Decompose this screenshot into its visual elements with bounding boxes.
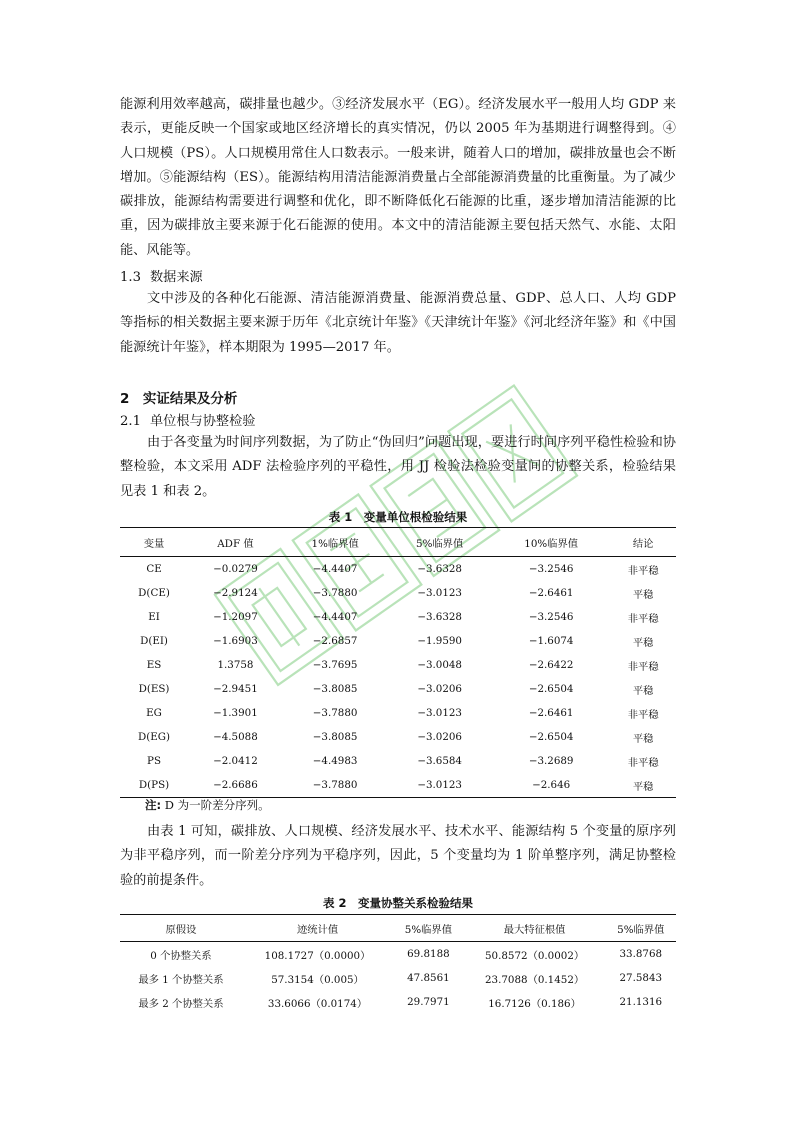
table-cell: −3.2546 bbox=[528, 611, 574, 623]
table-header-cell: 1%临界值 bbox=[311, 537, 359, 550]
table-cell: 0 个协整关系 bbox=[150, 949, 212, 962]
table-row bbox=[120, 605, 676, 629]
table-cell: CE bbox=[146, 563, 162, 575]
section-heading-2-1 bbox=[120, 410, 256, 429]
table-cell: −3.6328 bbox=[417, 563, 462, 575]
table-cell: 非平稳 bbox=[627, 660, 659, 673]
table-row bbox=[120, 725, 676, 749]
table-cell: 33.8768 bbox=[619, 948, 663, 960]
table-cell: −3.0123 bbox=[417, 779, 462, 791]
table-cell: 16.7126（0.186） bbox=[488, 997, 581, 1010]
table-row bbox=[120, 749, 676, 773]
table-cell: −2.9124 bbox=[213, 587, 258, 599]
table-cell: −3.8085 bbox=[312, 683, 358, 695]
section-heading-2: 2 实证结果及分析 bbox=[120, 391, 238, 407]
table-cell: 平稳 bbox=[632, 588, 654, 601]
table-cell: −3.2546 bbox=[528, 563, 574, 575]
table-cell: −2.6422 bbox=[528, 659, 574, 671]
table-cell: 平稳 bbox=[632, 732, 654, 745]
table-cell: 29.7971 bbox=[407, 996, 450, 1008]
table-cell: PS bbox=[147, 755, 161, 767]
table-header-cell: 变量 bbox=[143, 537, 165, 550]
table-row bbox=[120, 773, 676, 798]
table-cell: 1.3758 bbox=[217, 659, 254, 671]
body-paragraph-4: 由表 1 可知，碳排放、人口规模、经济发展水平、技术水平、能源结构 5 个变量的原序列为非平稳序列，而一阶差分序列为平稳序列，因此，5 个变量均为 1 阶单整序列，满足协整检验的前提条件。 bbox=[120, 824, 676, 888]
table-cell: 69.8188 bbox=[407, 948, 450, 960]
table-cell: ES bbox=[146, 659, 162, 671]
table-cell: −0.0279 bbox=[213, 563, 258, 575]
table-row bbox=[120, 557, 676, 582]
table-cell: 非平稳 bbox=[627, 612, 659, 625]
table-cell: D(EG) bbox=[137, 731, 171, 743]
table1-caption: 表 1 变量单位根检验结果 bbox=[328, 510, 468, 524]
table-cell: −2.6686 bbox=[213, 779, 258, 791]
table-cell: EI bbox=[148, 611, 160, 623]
table-row bbox=[120, 966, 676, 990]
section-number: 2.1 bbox=[120, 414, 141, 429]
note-label: 注: bbox=[145, 798, 162, 812]
table-cell: −2.0412 bbox=[213, 755, 258, 767]
table-cell: −3.8085 bbox=[312, 731, 358, 743]
table-row bbox=[120, 653, 676, 677]
table-cell: −1.3901 bbox=[213, 707, 258, 719]
table-cell: −3.6328 bbox=[417, 611, 462, 623]
table-cell: 平稳 bbox=[632, 684, 654, 697]
table-cell: 23.7088（0.1452） bbox=[484, 973, 585, 986]
table-cell: −2.6461 bbox=[528, 587, 574, 599]
table-row bbox=[120, 990, 676, 1014]
table-header-cell: 5%临界值 bbox=[404, 923, 453, 936]
table-header-cell: 5%临界值 bbox=[416, 537, 464, 550]
table-header-cell: 5%临界值 bbox=[617, 923, 665, 936]
table-row bbox=[120, 701, 676, 725]
table-cell: −3.0206 bbox=[417, 683, 462, 695]
table-header-cell: 原假设 bbox=[165, 923, 197, 936]
table-cell: D(EI) bbox=[140, 635, 168, 647]
table-row bbox=[120, 942, 676, 967]
table-cell: −3.7880 bbox=[312, 707, 358, 719]
note-text: D 为一阶差分序列。 bbox=[161, 798, 270, 812]
table-cell: −1.6903 bbox=[213, 635, 258, 647]
table-cell: 27.5843 bbox=[619, 972, 663, 984]
table-cell: −3.0123 bbox=[417, 707, 462, 719]
table-cell: 50.8572（0.0002） bbox=[484, 949, 585, 962]
table1-note bbox=[145, 797, 270, 813]
table-row bbox=[120, 629, 676, 653]
table-cell: −3.0048 bbox=[417, 659, 462, 671]
table-cell: −1.6074 bbox=[528, 635, 574, 647]
table-cell: 33.6066（0.0174） bbox=[267, 997, 368, 1010]
table-cell: −1.2097 bbox=[213, 611, 258, 623]
body-paragraph-2: 文中涉及的各种化石能源、清洁能源消费量、能源消费总量、GDP、总人口、人均 GDP 等指标的相关数据主要来源于历年《北京统计年鉴》《天津统计年鉴》《河北经济年鉴》和《中国能源统计年鉴》，样本期限为 1995—2017 年。 bbox=[120, 291, 676, 355]
table-cell: −3.7880 bbox=[312, 587, 358, 599]
table-cell: 108.1727（0.0000） bbox=[264, 949, 371, 962]
table-cell: −4.5088 bbox=[213, 731, 258, 743]
table-cell: −3.7880 bbox=[312, 779, 358, 791]
section-title: 单位根与协整检验 bbox=[150, 414, 256, 429]
table-cell: 最多 2 个协整关系 bbox=[138, 997, 224, 1010]
table-cell: D(CE) bbox=[138, 587, 170, 599]
table-cell: −4.4983 bbox=[312, 755, 358, 767]
table-cell: −3.0123 bbox=[417, 587, 462, 599]
table-cell: 47.8561 bbox=[407, 972, 450, 984]
table-cell: −3.6584 bbox=[417, 755, 462, 767]
table-cell: 21.1316 bbox=[619, 996, 663, 1008]
table-cell: 57.3154（0.005） bbox=[271, 973, 364, 986]
body-paragraph-3: 由于各变量为时间序列数据，为了防止“伪回归”问题出现，要进行时间序列平稳性检验和协整检验，本文采用 ADF 法检验序列的平稳性，用 JJ 检验法检验变量间的协整关系，检验结果见表 1 和表 2。 bbox=[120, 435, 676, 499]
table-cell: 平稳 bbox=[632, 636, 654, 649]
table-row bbox=[120, 677, 676, 701]
table-cell: −2.6857 bbox=[312, 635, 358, 647]
section-title: 数据来源 bbox=[150, 270, 203, 285]
table-header-row bbox=[120, 915, 676, 942]
table-cell: −2.6504 bbox=[528, 683, 574, 695]
table-cell: 平稳 bbox=[632, 780, 654, 793]
table-cell: D(ES) bbox=[138, 683, 170, 695]
table-cell: −2.9451 bbox=[213, 683, 258, 695]
table-cell: 非平稳 bbox=[627, 708, 659, 721]
table-header-cell: 迹统计值 bbox=[296, 923, 339, 936]
table-header-cell: 结论 bbox=[632, 537, 654, 550]
table-row bbox=[120, 581, 676, 605]
table-cell: −3.7695 bbox=[312, 659, 358, 671]
table-cell: −2.6461 bbox=[528, 707, 574, 719]
table-cell: −1.9590 bbox=[417, 635, 462, 647]
table2-cointegration bbox=[120, 914, 676, 1014]
table-cell: −4.4407 bbox=[312, 563, 358, 575]
body-paragraph-1: 能源利用效率越高，碳排量也越少。③经济发展水平（EG）。经济发展水平一般用人均 GDP 来表示，更能反映一个国家或地区经济增长的真实情况，仍以 2005 年为基期进行调整得到。④人口规模（PS）。人口规模用常住人口数表示。一般来讲，随着人口的增加，碳排放量也会不断增加。⑤能源结构（ES）。能源结构用清洁能源消费量占全部能源消费量的比重衡量。为了减少碳排放，能源结构需要进行调整和优化，即不断降低化石能源的比重，逐步增加清洁能源的比重，因为碳排放主要来源于化石能源的使用。本文中的清洁能源主要包括天然气、水能、太阳能、风能等。 bbox=[120, 97, 676, 258]
table1-unit-root bbox=[120, 527, 676, 798]
table-cell: −3.2689 bbox=[528, 755, 574, 767]
table-cell: −3.0206 bbox=[417, 731, 462, 743]
table-header-cell: ADF 值 bbox=[217, 537, 254, 550]
table-cell: −2.646 bbox=[532, 779, 571, 791]
table-cell: 最多 1 个协整关系 bbox=[138, 973, 224, 986]
table-cell: 非平稳 bbox=[627, 564, 659, 577]
table-cell: D(PS) bbox=[138, 779, 170, 791]
table-header-cell: 最大特征根值 bbox=[503, 923, 566, 936]
table2-caption: 表 2 变量协整关系检验结果 bbox=[322, 896, 473, 910]
table-cell: −4.4407 bbox=[312, 611, 358, 623]
table-header-cell: 10%临界值 bbox=[524, 537, 579, 550]
section-number: 1.3 bbox=[120, 270, 141, 285]
section-heading-1-3 bbox=[120, 266, 203, 285]
table-cell: EG bbox=[146, 707, 162, 719]
table-cell: −2.6504 bbox=[528, 731, 574, 743]
table-header-row bbox=[120, 528, 676, 557]
table-cell: 非平稳 bbox=[627, 756, 659, 769]
